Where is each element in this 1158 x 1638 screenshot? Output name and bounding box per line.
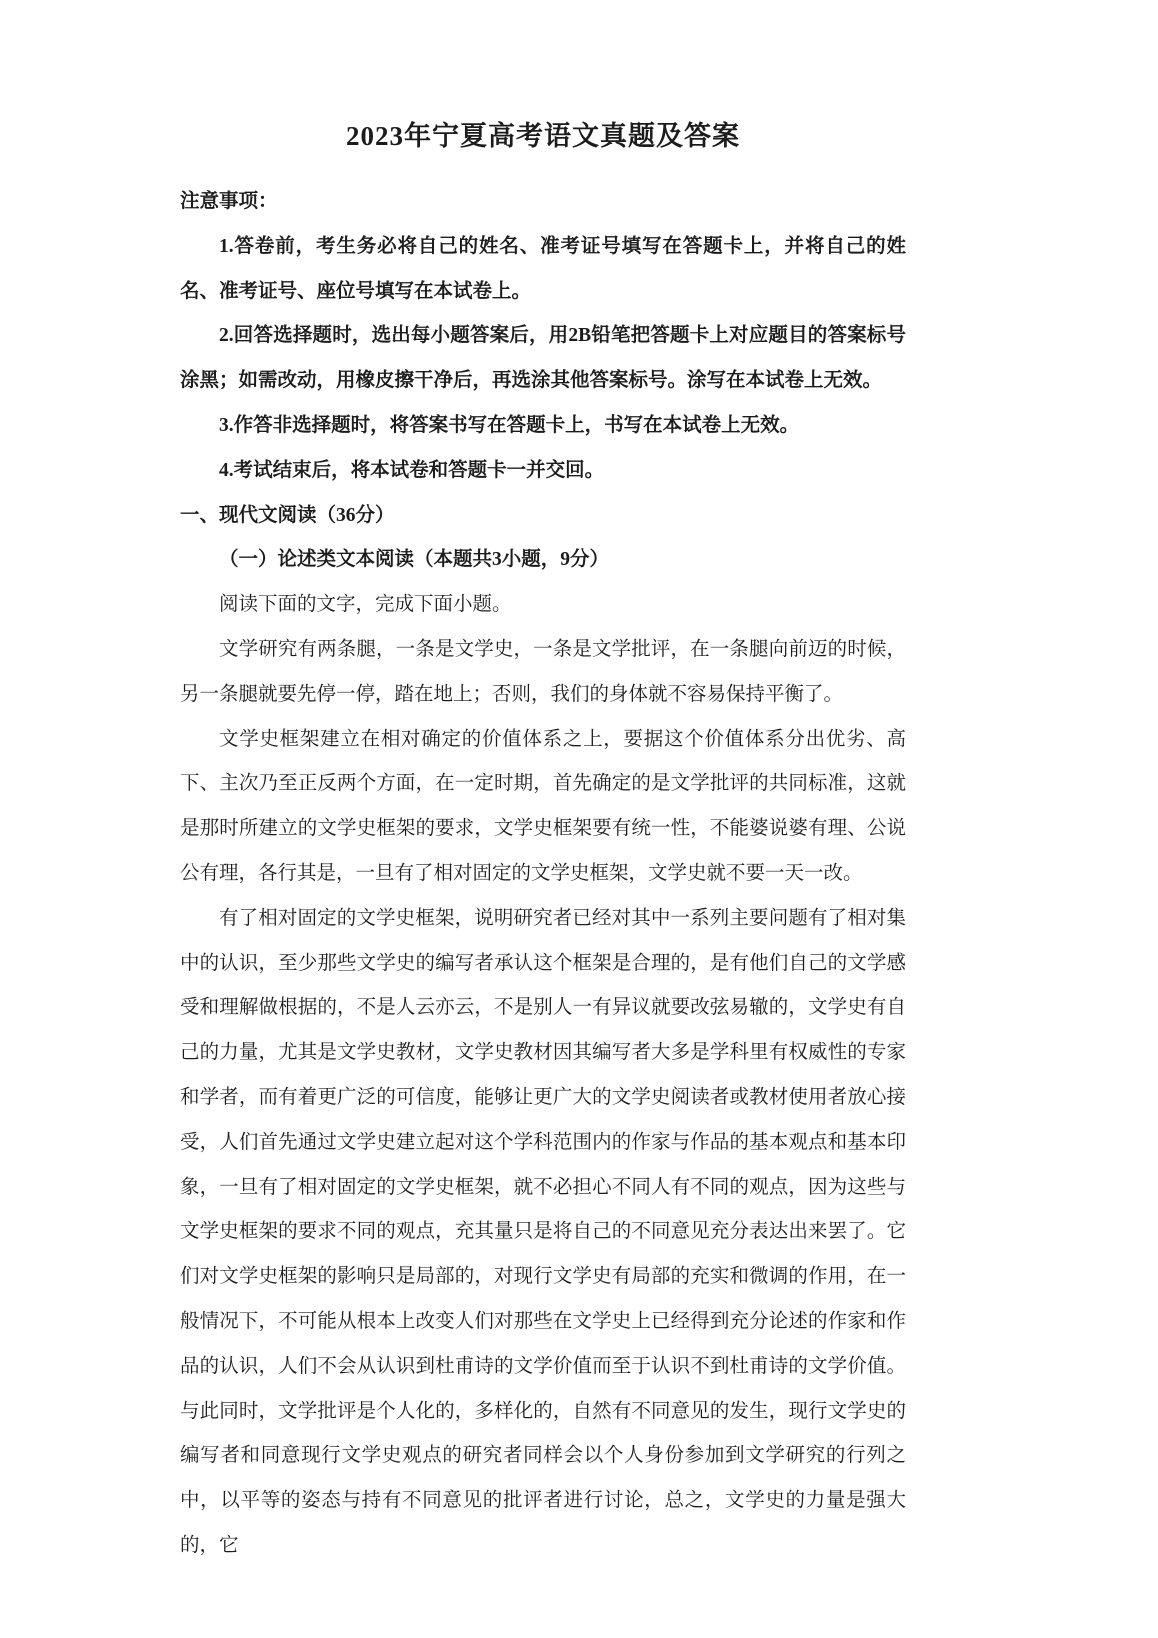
paragraph: 注意事项：	[180, 191, 278, 212]
paragraph: 文学研究有两条腿，一条是文学史，一条是文学批评，在一条腿向前迈的时候，另一条腿就要先停一停，踏在地上；否则，我们的身体就不容易保持平衡了。	[180, 638, 906, 705]
paragraph: 1.答卷前，考生务必将自己的姓名、准考证号填写在答题卡上，并将自己的姓名、准考证号、座位号填写在本试卷上。	[180, 235, 906, 302]
paragraph: 文学史框架建立在相对确定的价值体系之上，要据这个价值体系分出优劣、高下、主次乃至正反两个方面，在一定时期，首先确定的是文学批评的共同标准，这就是那时所建立的文学史框架的要求，文学史框架要有统一性，不能婆说婆有理、公说公有理，各行其是，一旦有了相对固定的文学史框架，文学史就不要一天一改。	[180, 728, 906, 884]
paragraph: 有了相对固定的文学史框架，说明研究者已经对其中一系列主要问题有了相对集中的认识，至少那些文学史的编写者承认这个框架是合理的，是有他们自己的文学感受和理解做根据的，不是人云亦云，不是别人一有异议就要改弦易辙的，文学史有自己的力量，尤其是文学史教材，文学史教材因其编写者大多是学科里有权威性的专家和学者，而有着更广泛的可信度，能够让更广大的文学史阅读者或教材使用者放心接受，人们首先通过文学史建立起对这个学科范围内的作家与作品的基本观点和基本印象，一旦有了相对固定的文学史框架，就不必担心不同人有不同的观点，因为这些与文学史框架的要求不同的观点，充其量只是将自己的不同意见充分表达出来罢了。它们对文学史框架的影响只是局部的，对现行文学史有局部的充实和微调的作用，在一般情况下，不可能从根本上改变人们对那些在文学史上已经得到充分论述的作家和作品的认识，人们不会从认识到杜甫诗的文学价值而至于认识不到杜甫诗的文学价值。与此同时，文学批评是个人化的，多样化的，自然有不同意见的发生，现行文学史的编写者和同意现行文学史观点的研究者同样会以个人身份参加到文学研究的行列之中，以平等的姿态与持有不同意见的批评者进行讨论，总之，文学史的力量是强大的，它	[180, 907, 906, 1556]
document-body	[180, 180, 906, 1569]
paragraph: 3.作答非选择题时，将答案书写在答题卡上，书写在本试卷上无效。	[219, 414, 800, 436]
paragraph: （一）论述类文本阅读（本题共3小题，9分）	[219, 549, 610, 571]
paragraph: 阅读下面的文字，完成下面小题。	[219, 594, 512, 616]
paragraph: 4.考试结束后，将本试卷和答题卡一并交回。	[219, 459, 605, 481]
page-title: 2023年宁夏高考语文真题及答案	[346, 121, 740, 151]
paragraph: 2.回答选择题时，选出每小题答案后，用2B铅笔把答题卡上对应题目的答案标号涂黑；如需改动，用橡皮擦干净后，再选涂其他答案标号。涂写在本试卷上无效。	[180, 325, 906, 392]
paragraph: 一、现代文阅读（36分）	[180, 504, 395, 526]
